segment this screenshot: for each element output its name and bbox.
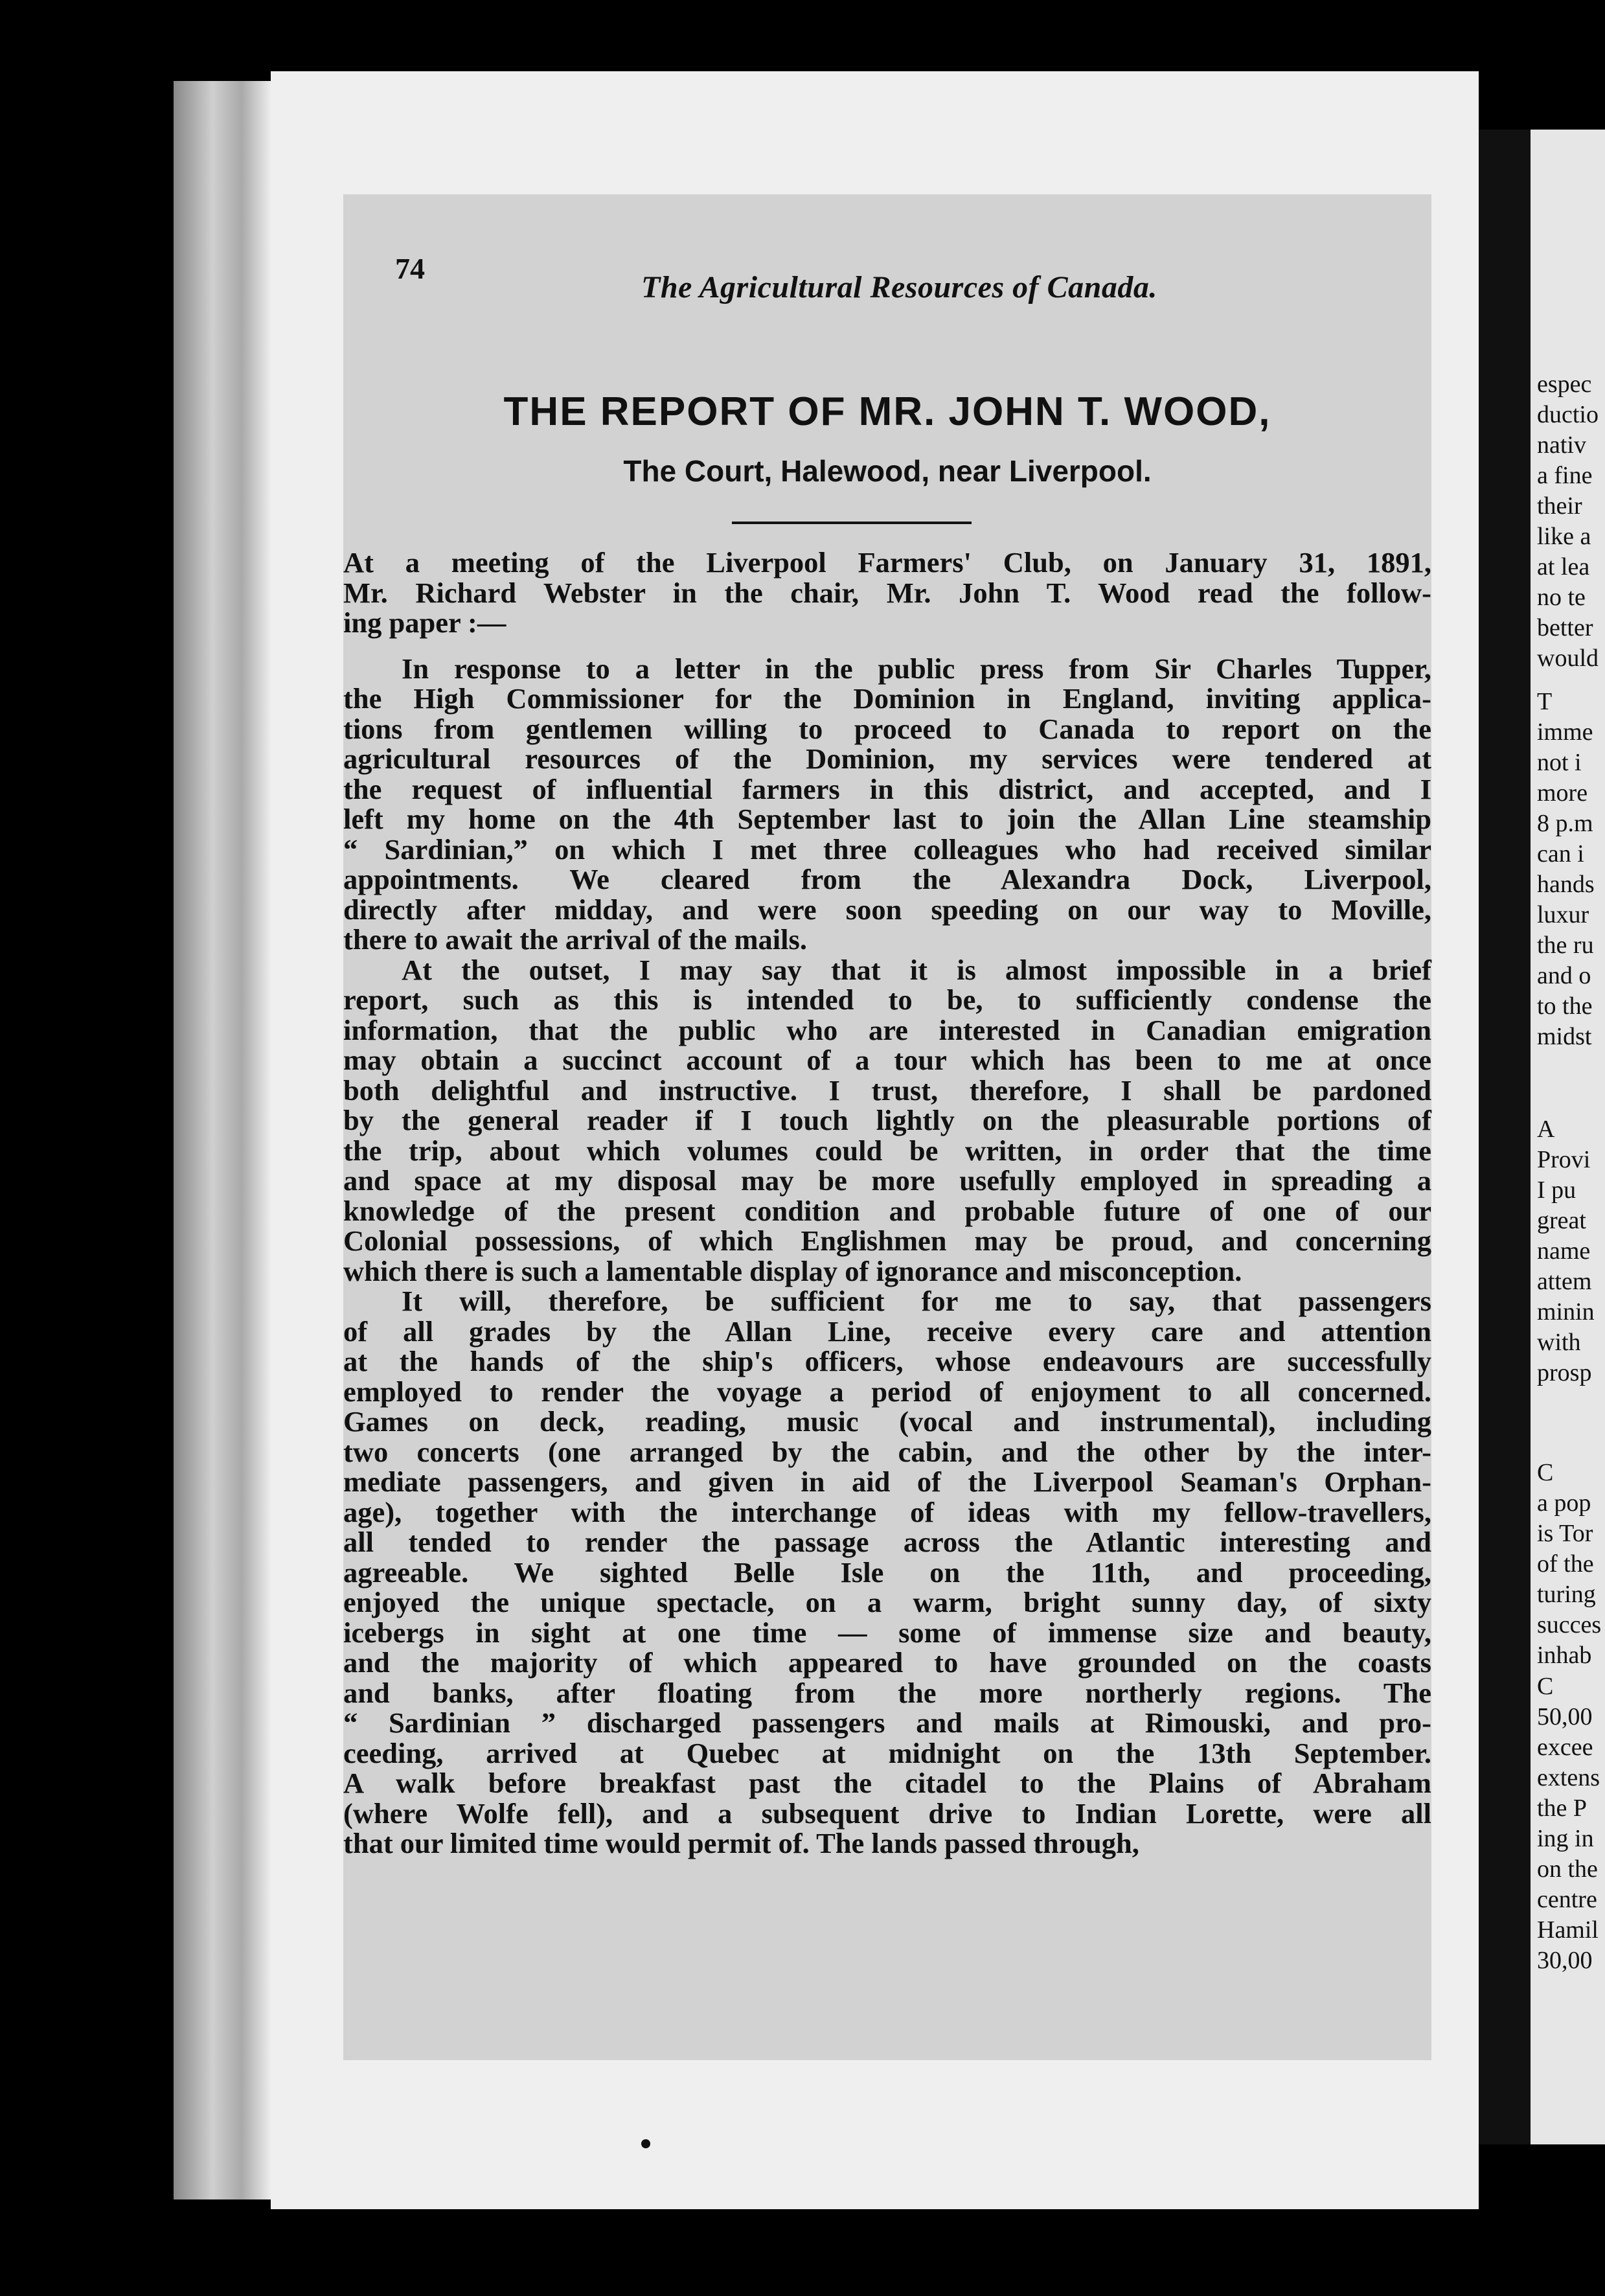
- facing-page-line: Provi: [1537, 1146, 1591, 1173]
- facing-page-line: centre: [1537, 1886, 1597, 1913]
- facing-page-line: turing: [1537, 1581, 1596, 1608]
- facing-page-line: their: [1537, 492, 1582, 520]
- facing-page-line: a fine: [1537, 462, 1593, 489]
- text-line: may obtain a succinct account of a tour which has been to me at once: [343, 1044, 1431, 1076]
- article-title: THE REPORT OF MR. JOHN T. WOOD,: [503, 389, 1271, 434]
- text-line: of all grades by the Allan Line, receive every care and attention: [343, 1314, 1431, 1348]
- text-line: there to await the arrival of the mails.: [343, 923, 807, 956]
- paragraph-1: [343, 654, 1431, 955]
- intro-line: Mr. Richard Webster in the chair, Mr. John T. Wood read the follow-: [343, 576, 1431, 609]
- text-line: enjoyed the unique spectacle, on a warm, bright sunny day, of sixty: [343, 1586, 1431, 1618]
- text-line: left my home on the 4th September last to join the Allan Line steamship: [343, 803, 1431, 835]
- text-line: At the outset, I may say that it is almost impossible in a brief: [402, 953, 1431, 986]
- facing-page-line: nativ: [1537, 431, 1586, 459]
- facing-page-line: not i: [1537, 749, 1582, 776]
- text-line: age), together with the interchange of ideas with my fellow-travellers,: [343, 1495, 1431, 1528]
- facing-page-block-3: [1531, 1114, 1595, 1388]
- facing-page-line: inhab: [1537, 1642, 1592, 1669]
- text-line: Colonial possessions, of which Englishmen may be proud, and concerning: [343, 1224, 1431, 1257]
- page-footer-mark: [641, 2139, 650, 2148]
- text-line: that our limited time would permit of. The lands passed through,: [343, 1827, 1139, 1859]
- facing-page-line: name: [1537, 1237, 1591, 1265]
- facing-page-line: I pu: [1537, 1177, 1577, 1204]
- facing-page-line: T: [1537, 688, 1553, 715]
- facing-page-line: of the: [1537, 1550, 1594, 1578]
- article-body: [343, 547, 1431, 1859]
- facing-page-line: no te: [1537, 584, 1586, 611]
- facing-page-block-4: [1531, 1458, 1601, 1671]
- page-edge: [174, 81, 271, 2199]
- text-line: the trip, about which volumes could be written, in order that the time: [343, 1134, 1431, 1167]
- facing-page-line: the P: [1537, 1795, 1588, 1822]
- text-line: by the general reader if I touch lightly on the pleasurable portions of: [343, 1104, 1431, 1136]
- text-line: both delightful and instructive. I trust, therefore, I shall be pardoned: [343, 1073, 1431, 1107]
- facing-page-line: hands: [1537, 871, 1595, 898]
- facing-page-line: is Tor: [1537, 1520, 1593, 1547]
- text-line: “ Sardinian,” on which I met three colleagues who had received similar: [343, 832, 1431, 866]
- facing-page-fragment: [1531, 130, 1605, 2144]
- text-line: at the hands of the ship's officers, whose endeavours are successfully: [343, 1345, 1431, 1377]
- facing-page-block-2: [1531, 687, 1595, 1052]
- facing-page-line: ing in: [1537, 1825, 1594, 1852]
- text-line: two concerts (one arranged by the cabin, and the other by the inter-: [343, 1435, 1431, 1468]
- text-line: “ Sardinian ” discharged passengers and mails at Rimouski, and pro-: [343, 1706, 1431, 1739]
- facing-page-line: like a: [1537, 523, 1591, 550]
- facing-page-line: espec: [1537, 371, 1592, 398]
- text-line: which there is such a lamentable display of ignorance and misconception.: [343, 1254, 1242, 1287]
- facing-page-line: 8 p.m: [1537, 810, 1593, 837]
- facing-page-line: and o: [1537, 962, 1591, 989]
- text-line: and the majority of which appeared to have grounded on the coasts: [343, 1646, 1431, 1679]
- text-line: It will, therefore, be sufficient for me to say, that passengers: [402, 1285, 1431, 1317]
- facing-page-line: excee: [1537, 1734, 1593, 1761]
- text-line: ceeding, arrived at Quebec at midnight on the 13th September.: [343, 1736, 1431, 1769]
- facing-page-block-5: [1531, 1671, 1600, 1976]
- text-line: mediate passengers, and given in aid of the Liverpool Seaman's Orphan-: [343, 1465, 1431, 1498]
- text-line: and space at my disposal may be more usefully employed in spreading a: [343, 1164, 1431, 1197]
- facing-page-line: C: [1537, 1459, 1554, 1486]
- text-line: all tended to render the passage across the Atlantic interesting and: [343, 1526, 1431, 1558]
- facing-page-line: imme: [1537, 718, 1593, 746]
- intro-line: ing paper :—: [343, 606, 507, 639]
- facing-page-line: on the: [1537, 1855, 1598, 1883]
- facing-page-line: would: [1537, 645, 1599, 672]
- facing-page-line: more: [1537, 779, 1588, 807]
- text-line: knowledge of the present condition and probable future of one of our: [343, 1194, 1431, 1227]
- facing-page-line: prosp: [1537, 1359, 1592, 1386]
- facing-page-line: minin: [1537, 1298, 1595, 1326]
- text-line: icebergs in sight at one time — some of immense size and beauty,: [343, 1616, 1431, 1649]
- book-spine-shadow: [1479, 130, 1531, 2144]
- running-head: The Agricultural Resources of Canada.: [641, 270, 1157, 304]
- facing-page-line: to the: [1537, 993, 1593, 1020]
- article-subtitle: The Court, Halewood, near Liverpool.: [623, 454, 1152, 488]
- paragraph-2: [343, 955, 1431, 1287]
- facing-page-line: great: [1537, 1207, 1586, 1234]
- text-line: tions from gentlemen willing to proceed to Canada to report on the: [343, 712, 1431, 745]
- facing-page-line: 50,00: [1537, 1703, 1593, 1730]
- intro-paragraph: [343, 547, 1431, 638]
- text-line: appointments. We cleared from the Alexandra Dock, Liverpool,: [343, 863, 1431, 895]
- text-line: Games on deck, reading, music (vocal and instrumental), including: [343, 1405, 1431, 1438]
- text-line: the High Commissioner for the Dominion in England, inviting applica-: [343, 682, 1431, 715]
- facing-page-line: at lea: [1537, 553, 1590, 580]
- facing-page-line: with: [1537, 1329, 1581, 1356]
- facing-page-line: a pop: [1537, 1489, 1591, 1517]
- facing-page-line: C: [1537, 1673, 1554, 1700]
- text-line: and banks, after floating from the more northerly regions. The: [343, 1676, 1431, 1709]
- text-line: (where Wolfe fell), and a subsequent drive to Indian Lorette, were all: [343, 1797, 1431, 1830]
- facing-page-line: A: [1537, 1116, 1555, 1143]
- facing-page-line: better: [1537, 614, 1593, 641]
- facing-page-line: midst: [1537, 1023, 1592, 1050]
- text-line: agricultural resources of the Dominion, my services were tendered at: [343, 742, 1431, 775]
- facing-page-line: 30,00: [1537, 1947, 1593, 1974]
- title-rule: [732, 522, 972, 524]
- facing-page-line: can i: [1537, 840, 1584, 867]
- facing-page-block-1: [1531, 369, 1599, 674]
- facing-page-line: luxur: [1537, 901, 1589, 928]
- facing-page-line: the ru: [1537, 932, 1594, 959]
- facing-page-line: extens: [1537, 1764, 1600, 1791]
- facing-page-line: attem: [1537, 1268, 1592, 1295]
- text-line: information, that the public who are interested in Canadian emigration: [343, 1013, 1431, 1046]
- intro-line: At a meeting of the Liverpool Farmers' Club, on January 31, 1891,: [343, 546, 1431, 579]
- page-header: [395, 251, 1406, 303]
- text-line: A walk before breakfast past the citadel to the Plains of Abraham: [343, 1767, 1431, 1799]
- text-line: the request of influential farmers in this district, and accepted, and I: [343, 772, 1431, 805]
- text-line: employed to render the voyage a period of enjoyment to all concerned.: [343, 1375, 1431, 1408]
- facing-page-line: succes: [1537, 1611, 1602, 1638]
- facing-page-line: ductio: [1537, 401, 1599, 428]
- text-line: agreeable. We sighted Belle Isle on the 11th, and proceeding,: [343, 1556, 1431, 1589]
- facing-page-line: Hamil: [1537, 1916, 1599, 1944]
- text-line: In response to a letter in the public press from Sir Charles Tupper,: [402, 652, 1431, 685]
- paragraph-3: [343, 1286, 1431, 1859]
- text-line: report, such as this is intended to be, to sufficiently condense the: [343, 983, 1431, 1016]
- text-line: directly after midday, and were soon speeding on our way to Moville,: [343, 893, 1431, 926]
- page-number: 74: [395, 252, 425, 285]
